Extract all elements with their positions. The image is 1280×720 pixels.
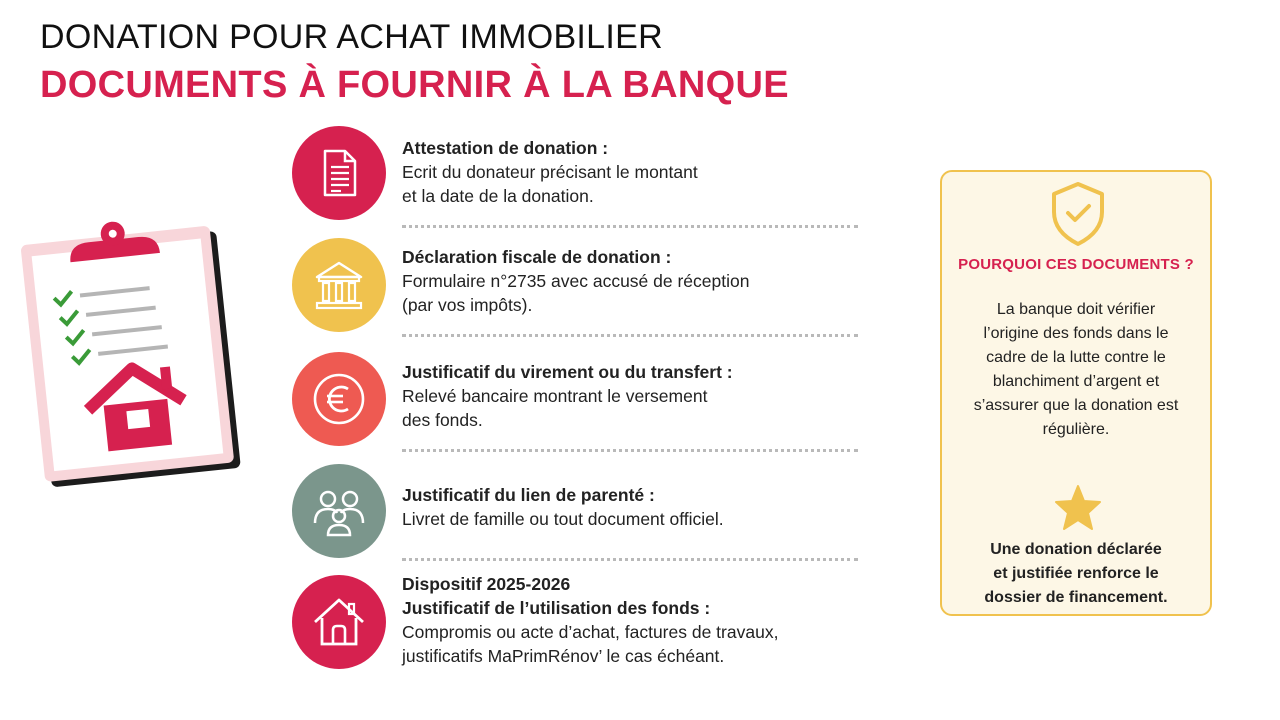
- panel-body-line: l’origine des fonds dans le: [983, 325, 1169, 342]
- document-title: Attestation de donation :: [402, 138, 609, 158]
- panel-footer-line: et justifiée renforce le: [993, 565, 1159, 582]
- document-title: Justificatif de l’utilisation des fonds :: [402, 598, 711, 618]
- separator: [402, 558, 858, 561]
- panel-body-line: La banque doit vérifier: [996, 301, 1156, 318]
- panel-body-line: s’assurer que la donation est: [973, 397, 1179, 414]
- panel-body-line: cadre de la lutte contre le: [986, 349, 1166, 366]
- document-desc: Livret de famille ou tout document officiel.: [402, 509, 724, 529]
- separator: [402, 449, 858, 452]
- shield-check-icon: [1046, 178, 1110, 248]
- bank-icon: [292, 238, 386, 332]
- document-desc: des fonds.: [402, 410, 483, 430]
- euro-icon: [292, 352, 386, 446]
- panel-footer: [950, 538, 1202, 610]
- separator: [402, 334, 858, 337]
- panel-body-line: blanchiment d’argent et: [992, 373, 1160, 390]
- panel-footer-line: Une donation déclarée: [990, 541, 1162, 558]
- page-subtitle: DOCUMENTS À FOURNIR À LA BANQUE: [40, 64, 789, 106]
- document-desc: Compromis ou acte d’achat, factures de travaux,: [402, 622, 779, 642]
- panel-body-line: régulière.: [1042, 421, 1110, 438]
- clipboard-illustration: [20, 210, 250, 490]
- document-title: Dispositif 2025-2026: [402, 574, 571, 594]
- separator: [402, 225, 858, 228]
- document-desc: Ecrit du donateur précisant le montant: [402, 162, 698, 182]
- document-title: Déclaration fiscale de donation :: [402, 247, 672, 267]
- document-desc: et la date de la donation.: [402, 186, 594, 206]
- document-desc: justificatifs MaPrimRénov’ le cas échéant.: [402, 646, 725, 666]
- panel-footer-line: dossier de financement.: [984, 589, 1168, 606]
- document-icon: [292, 126, 386, 220]
- document-desc: Relevé bancaire montrant le versement: [402, 386, 708, 406]
- document-desc: (par vos impôts).: [402, 295, 533, 315]
- document-title: Justificatif du lien de parenté :: [402, 485, 655, 505]
- document-title: Justificatif du virement ou du transfert :: [402, 362, 733, 382]
- info-panel: [940, 170, 1212, 616]
- document-desc: Formulaire n°2735 avec accusé de réception: [402, 271, 750, 291]
- panel-body: [950, 298, 1202, 442]
- panel-title: POURQUOI CES DOCUMENTS ?: [958, 256, 1194, 273]
- page-title: DONATION POUR ACHAT IMMOBILIER: [40, 18, 663, 56]
- family-icon: [292, 464, 386, 558]
- house-icon: [292, 575, 386, 669]
- star-icon: [1054, 484, 1102, 530]
